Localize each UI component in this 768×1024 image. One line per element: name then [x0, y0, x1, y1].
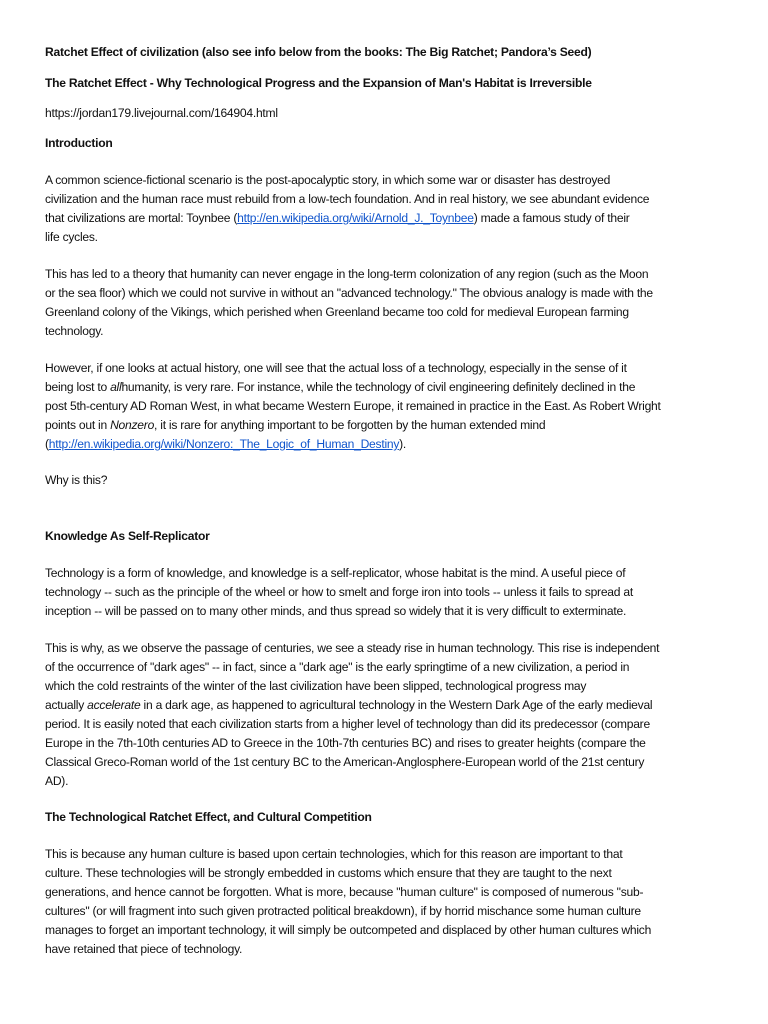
paragraph-line: period. It is easily noted that each civilization starts from a higher level of technology than did its predecessor (compare — [45, 717, 650, 731]
paragraph-1 — [45, 171, 649, 247]
text-span: ( — [45, 437, 49, 451]
paragraph-line: which the cold restraints of the winter of the last civilization have been slipped, technological progress may — [45, 679, 587, 693]
paragraph-line — [45, 416, 661, 435]
paragraph-line: life cycles. — [45, 230, 98, 244]
paragraph-line: culture. These technologies will be strongly embedded in customs which ensure that they are taught to the next — [45, 866, 612, 880]
paragraph-line: This has led to a theory that humanity can never engage in the long-term colonization of any region (such as the Moon — [45, 267, 649, 281]
source-url: https://jordan179.livejournal.com/164904.html — [45, 106, 278, 120]
paragraph-line: manages to forget an important technology, it will simply be outcompeted and displaced by other human cultures which — [45, 923, 652, 937]
text-span: humanity, is very rare. For instance, while the technology of civil engineering definitely declined in the — [121, 380, 636, 394]
text-span: , it is rare for anything important to be forgotten by the human extended mind — [154, 418, 546, 432]
nonzero-link[interactable]: http://en.wikipedia.org/wiki/Nonzero:_The_Logic_of_Human_Destiny — [48, 437, 400, 451]
paragraph-line: have retained that piece of technology. — [45, 942, 243, 956]
emphasis-text: accelerate — [87, 698, 141, 712]
toynbee-link[interactable]: http://en.wikipedia.org/wiki/Arnold_J._Toynbee — [237, 211, 474, 225]
paragraph-line — [45, 378, 661, 397]
text-span: points out in — [45, 418, 111, 432]
paragraph-line: post 5th-century AD Roman West, in what became Western Europe, it remained in practice in the East. As Robert Wright — [45, 399, 661, 413]
paragraph-line: AD). — [45, 774, 69, 788]
text-span: that civilizations are mortal: Toynbee ( — [45, 211, 238, 225]
text-span: ). — [399, 437, 407, 451]
paragraph-line: Classical Greco-Roman world of the 1st century BC to the American-Anglosphere-European world of the 21st century — [45, 755, 645, 769]
section-heading-ratchet: The Technological Ratchet Effect, and Cultural Competition — [45, 810, 372, 824]
paragraph-line: Greenland colony of the Vikings, which perished when Greenland became too cold for medieval European farming — [45, 305, 629, 319]
paragraph-2 — [45, 265, 653, 341]
paragraph-line — [45, 696, 659, 715]
text-span: in a dark age, as happened to agricultural technology in the Western Dark Age of the early medieval — [140, 698, 653, 712]
paragraph-line: A common science-fictional scenario is the post-apocalyptic story, in which some war or disaster has destroyed — [45, 173, 611, 187]
paragraph-line: inception -- will be passed on to many other minds, and thus spread so widely that it is very difficult to exterminate. — [45, 604, 627, 618]
paragraph-line: or the sea floor) which we could not survive in without an "advanced technology." The obvious analogy is made with the — [45, 286, 653, 300]
paragraph-line: Europe in the 7th-10th centuries AD to Greece in the 10th-7th centuries BC) and rises to greater heights (compare the — [45, 736, 646, 750]
paragraph-4: Why is this? — [45, 473, 108, 487]
paragraph-line — [45, 209, 649, 228]
emphasis-text: all — [110, 380, 122, 394]
paragraph-line: generations, and hence cannot be forgotten. What is more, because "human culture" is composed of numerous "sub- — [45, 885, 644, 899]
paragraph-line: cultures" (or will fragment into such given protracted political breakdown), if by horrid mischance some human culture — [45, 904, 641, 918]
section-heading-introduction: Introduction — [45, 136, 113, 150]
paragraph-line: However, if one looks at actual history, one will see that the actual loss of a technology, especially in the sense of it — [45, 361, 627, 375]
paragraph-line: This is why, as we observe the passage of centuries, we see a steady rise in human technology. This rise is independent — [45, 641, 660, 655]
text-span: actually — [45, 698, 88, 712]
paragraph-7 — [45, 845, 651, 959]
section-heading-knowledge: Knowledge As Self-Replicator — [45, 529, 210, 543]
emphasis-text: Nonzero — [110, 418, 155, 432]
text-span: ) made a famous study of their — [473, 211, 630, 225]
paragraph-line: This is because any human culture is based upon certain technologies, which for this reason are important to that — [45, 847, 623, 861]
paragraph-6 — [45, 639, 659, 791]
document-title: Ratchet Effect of civilization (also see info below from the books: The Big Ratchet; Pandora’s Seed) — [45, 45, 592, 59]
paragraph-line — [45, 435, 661, 454]
paragraph-line: of the occurrence of "dark ages" -- in fact, since a "dark age" is the early springtime of a new civilization, a period in — [45, 660, 630, 674]
paragraph-5 — [45, 564, 633, 621]
paragraph-line: Technology is a form of knowledge, and knowledge is a self-replicator, whose habitat is the mind. A useful piece of — [45, 566, 626, 580]
article-title: The Ratchet Effect - Why Technological Progress and the Expansion of Man's Habitat is Irreversible — [45, 76, 592, 90]
paragraph-3 — [45, 359, 661, 454]
paragraph-line: technology. — [45, 324, 104, 338]
paragraph-line: technology -- such as the principle of the wheel or how to smelt and forge iron into tools -- unless it fails to spread at — [45, 585, 633, 599]
text-span: being lost to — [45, 380, 111, 394]
paragraph-line: civilization and the human race must rebuild from a low-tech foundation. And in real history, we see abundant evidence — [45, 192, 650, 206]
